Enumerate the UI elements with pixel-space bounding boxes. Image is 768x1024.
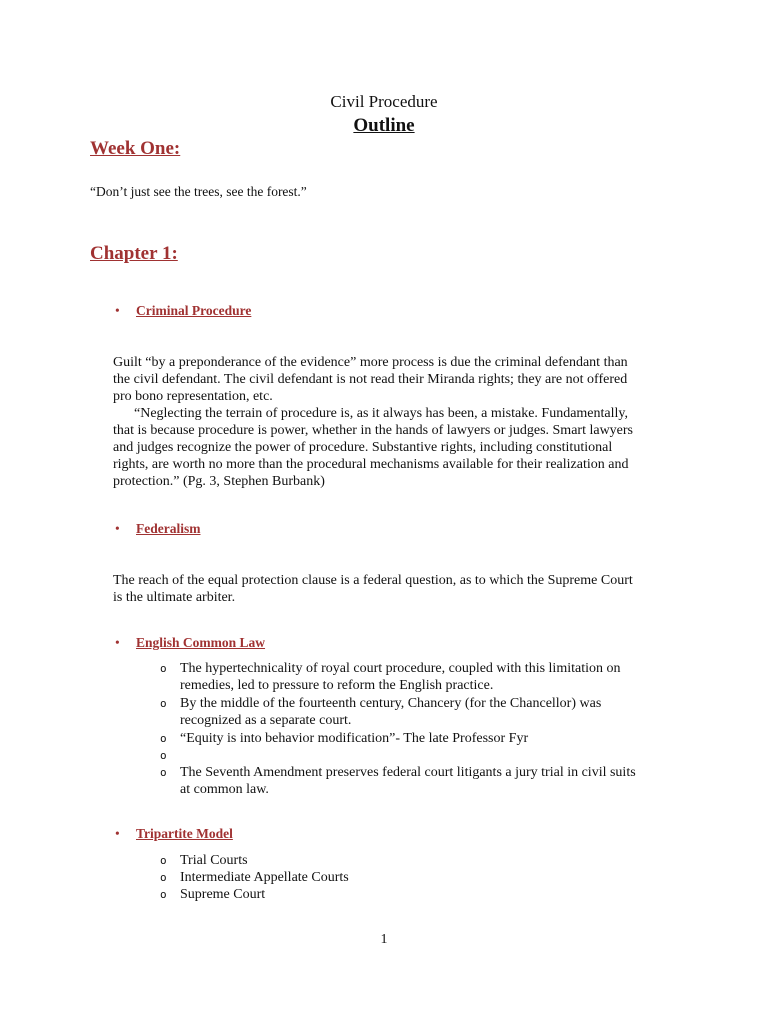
paragraph-line: pro bono representation, etc. [113,389,273,404]
chapter-heading: Chapter 1: [90,243,178,264]
list-item-line: at common law. [180,782,269,797]
bullet-icon: • [115,303,120,318]
list-item-line: The Seventh Amendment preserves federal court litigants a jury trial in civil suits [180,765,636,780]
document-title: Civil Procedure [330,92,438,111]
sub-bullet-icon: o [160,854,167,867]
federalism-paragraph [113,572,678,606]
list-item-line: “Equity is into behavior modification”- The late Professor Fyr [180,731,529,746]
sub-bullet-icon: o [160,662,167,675]
paragraph-line: is the ultimate arbiter. [113,590,236,605]
sub-bullet-icon: o [160,697,167,710]
criminal-procedure-paragraph [113,354,678,490]
section-heading-label: Tripartite Model [136,826,233,841]
list-item-line: By the middle of the fourteenth century, Chancery (for the Chancellor) was [180,696,602,711]
paragraph-line: and judges recognize the power of procedure. Substantive rights, including constitutional [113,440,613,455]
list-item-line: remedies, led to pressure to reform the English practice. [180,678,494,693]
section-heading-label: Federalism [136,521,201,536]
opening-quote: “Don’t just see the trees, see the forest.” [90,184,307,199]
page-number: 1 [380,932,388,947]
document-subtitle: Outline [353,115,415,136]
paragraph-line: the civil defendant. The civil defendant is not read their Miranda rights; they are not offered [113,372,628,387]
section-heading-label: English Common Law [136,635,266,650]
week-heading: Week One: [90,138,181,159]
paragraph-line: “Neglecting the terrain of procedure is, as it always has been, a mistake. Fundamentally, [134,406,628,421]
bullet-icon: • [115,635,120,650]
list-item-line: Intermediate Appellate Courts [180,870,349,885]
list-item-line: The hypertechnicality of royal court procedure, coupled with this limitation on [180,661,621,676]
bullet-icon: • [115,826,120,841]
paragraph-line: rights, are worth no more than the procedural mechanisms available for their realization and [113,457,629,472]
section-heading-label: Criminal Procedure [136,303,252,318]
paragraph-line: that is because procedure is power, whether in the hands of lawyers or judges. Smart lawyers [113,423,634,438]
sub-bullet-icon: o [160,766,167,779]
sub-bullet-icon: o [160,749,167,762]
list-item-line: Supreme Court [180,887,266,902]
sub-bullet-icon: o [160,871,167,884]
paragraph-line: protection.” (Pg. 3, Stephen Burbank) [113,474,325,489]
list-item-line: Trial Courts [180,853,248,868]
paragraph-line: The reach of the equal protection clause is a federal question, as to which the Supreme Court [113,573,633,588]
list-item-line: recognized as a separate court. [180,713,352,728]
sub-bullet-icon: o [160,888,167,901]
bullet-icon: • [115,521,120,536]
paragraph-line: Guilt “by a preponderance of the evidence” more process is due the criminal defendant than [113,355,628,370]
sub-bullet-icon: o [160,732,167,745]
